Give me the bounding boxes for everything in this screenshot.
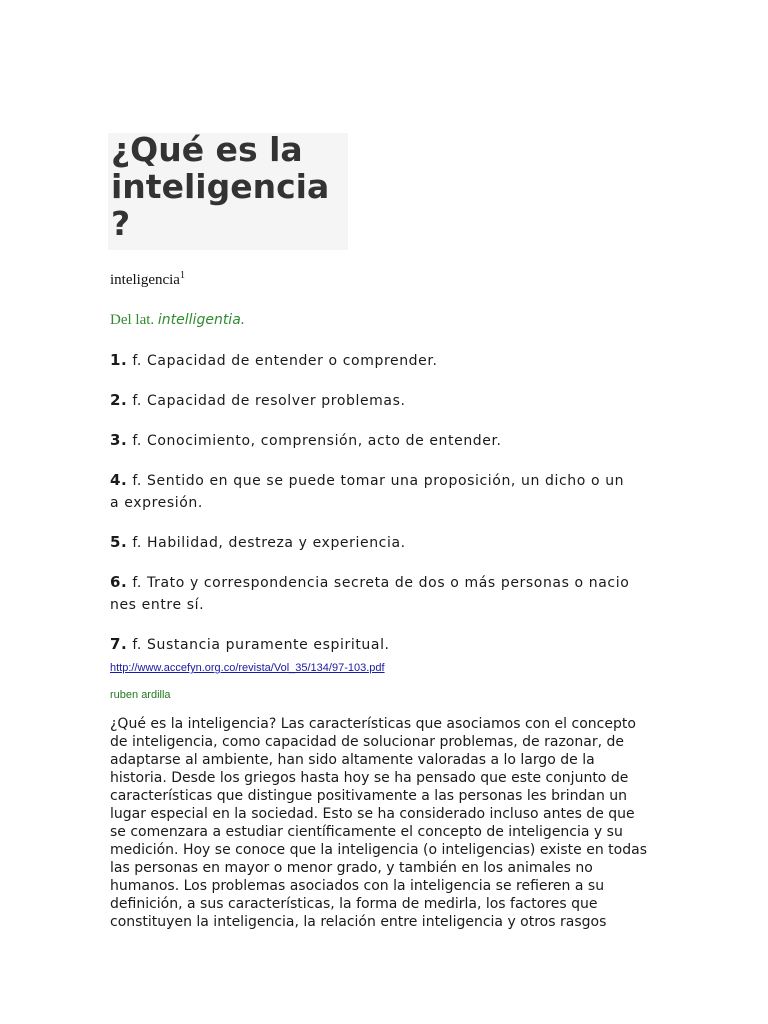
etymology-word: intelligentia. xyxy=(157,312,246,328)
definition-number: 2. xyxy=(110,391,128,409)
body-line: constituyen la inteligencia, la relación entre inteligencia y otros rasgos xyxy=(110,914,607,930)
body-line: humanos. Los problemas asociados con la inteligencia se refieren a su xyxy=(110,878,605,894)
definition-number: 4. xyxy=(110,471,128,489)
definition-number: 5. xyxy=(110,533,128,551)
source-link[interactable]: http://www.accefyn.org.co/revista/Vol_35/134/97-103.pdf xyxy=(110,662,385,674)
body-line: ¿Qué es la inteligencia? Las características que asociamos con el concepto xyxy=(110,716,636,732)
definition-number: 3. xyxy=(110,431,128,449)
definition-text: nes entre sí. xyxy=(110,597,205,613)
definition-number: 7. xyxy=(110,635,128,653)
definition-text: f. Capacidad de resolver problemas. xyxy=(132,393,406,409)
definition-text: a expresión. xyxy=(110,495,203,511)
definition-text: f. Sustancia puramente espiritual. xyxy=(132,637,390,653)
definition-item xyxy=(110,469,670,514)
etymology xyxy=(110,312,245,329)
body-line: las personas en mayor o menor grado, y también en los animales no xyxy=(110,860,593,876)
definition-text: f. Sentido en que se puede tomar una proposición, un dicho o un xyxy=(132,473,625,489)
title-line: ? xyxy=(111,204,131,243)
definition-item xyxy=(110,633,670,656)
headword-superscript: 1 xyxy=(179,270,185,281)
definition-item xyxy=(110,571,670,616)
etymology-prefix: Del lat. xyxy=(110,312,155,328)
definition-item xyxy=(110,429,670,452)
body-line: se comenzara a estudiar científicamente el concepto de inteligencia y su xyxy=(110,824,623,840)
definitions-list xyxy=(110,349,670,673)
title-line: ¿Qué es la xyxy=(111,130,303,169)
definition-number: 1. xyxy=(110,351,128,369)
body-line: de inteligencia, como capacidad de solucionar problemas, de razonar, de xyxy=(110,734,624,750)
body-line: características que distingue positivamente a las personas les brindan un xyxy=(110,788,628,804)
dictionary-headword xyxy=(110,272,185,289)
definition-text: f. Capacidad de entender o comprender. xyxy=(132,353,438,369)
definition-item xyxy=(110,531,670,554)
author-name: ruben ardilla xyxy=(110,689,171,701)
page-title xyxy=(111,131,351,242)
body-line: historia. Desde los griegos hasta hoy se ha pensado que este conjunto de xyxy=(110,770,629,786)
body-paragraph xyxy=(110,715,662,931)
definition-text: f. Habilidad, destreza y experiencia. xyxy=(132,535,406,551)
body-line: lugar especial en la sociedad. Esto se ha considerado incluso antes de que xyxy=(110,806,635,822)
definition-item xyxy=(110,389,670,412)
definition-number: 6. xyxy=(110,573,128,591)
body-line: medición. Hoy se conoce que la inteligencia (o inteligencias) existe en todas xyxy=(110,842,647,858)
definition-item xyxy=(110,349,670,372)
definition-text: f. Conocimiento, comprensión, acto de entender. xyxy=(132,433,502,449)
title-line: inteligencia xyxy=(111,167,330,206)
body-line: adaptarse al ambiente, han sido altamente valoradas a lo largo de la xyxy=(110,752,595,768)
body-line: definición, a sus características, la forma de medirla, los factores que xyxy=(110,896,598,912)
headword-text: inteligencia xyxy=(110,272,180,288)
definition-text: f. Trato y correspondencia secreta de dos o más personas o nacio xyxy=(132,575,630,591)
